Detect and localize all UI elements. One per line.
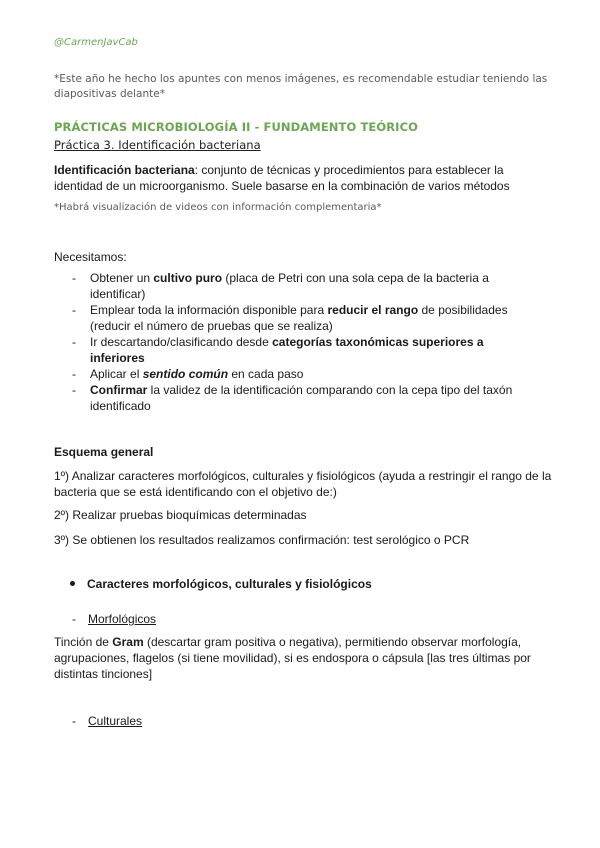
gram-text: Tinción de	[54, 635, 113, 649]
bullet-text: Caracteres morfológicos, culturales y fisiológicos	[87, 577, 372, 591]
list-item-text: Emplear toda la información disponible para	[90, 303, 328, 317]
list-item-text: la validez de la identificación comparando con la cepa tipo del taxón identificado	[90, 383, 513, 413]
list-item-text: Obtener un	[90, 271, 154, 285]
list-item-text: en cada paso	[228, 367, 304, 381]
list-item-text: Ir descartando/clasificando desde	[90, 335, 273, 349]
subheading-culturales	[72, 714, 142, 728]
bullet-icon	[70, 581, 75, 586]
list-item-text: (placa de Petri con una sola cepa de la bacteria a identificar)	[90, 271, 489, 301]
list-item	[54, 334, 524, 366]
list-item-text: de posibilidades (reducir el número de pruebas que se realiza)	[90, 303, 508, 333]
dash-marker: -	[72, 714, 76, 728]
dash-marker: -	[72, 271, 76, 285]
note-slides: *Este año he hecho los apuntes con menos imágenes, es recomendable estudiar teniendo las diapositivas delante*	[54, 73, 548, 100]
list-item-bold: Confirmar	[90, 383, 148, 397]
list-item	[54, 366, 524, 382]
subheading-morfologicos	[72, 612, 156, 626]
step-3: 3º) Se obtienen los resultados realizamos confirmación: test serológico o PCR	[54, 533, 470, 547]
gram-paragraph	[54, 634, 554, 682]
gram-term: Gram	[112, 635, 144, 649]
dash-marker: -	[72, 383, 76, 397]
intro-paragraph	[54, 162, 554, 194]
list-item	[54, 270, 524, 302]
gram-text: (descartar gram positiva o negativa), permitiendo observar morfología, agrupaciones, flagelos (si tiene movilidad), si es endospora o cápsula [las tres últimas por distintas tinciones]	[54, 635, 531, 681]
list-item	[54, 302, 524, 334]
intro-text: : conjunto de técnicas y procedimientos para establecer la identidad de un microorganismo. Suele basarse en la combinación de varios métodos	[54, 163, 510, 193]
list-item-bold: reducir el rango	[327, 303, 419, 317]
section-heading-esquema: Esquema general	[54, 445, 154, 459]
subheading-label: Morfológicos	[88, 612, 157, 626]
list-item-text: Aplicar el	[90, 367, 143, 381]
author-handle: @CarmenJavCab	[54, 37, 138, 48]
needs-heading: Necesitamos:	[54, 250, 127, 264]
list-item	[54, 382, 524, 414]
list-item-bold-italic: sentido común	[142, 367, 229, 381]
step-2: 2º) Realizar pruebas bioquímicas determinadas	[54, 508, 307, 522]
dash-marker: -	[72, 303, 76, 317]
dash-marker: -	[72, 612, 76, 626]
subheading-label: Culturales	[88, 714, 143, 728]
step-1: 1º) Analizar caracteres morfológicos, culturales y fisiológicos (ayuda a restringir el rango de la bacteria que se está identificando con el objetivo de:)	[54, 469, 552, 499]
dash-marker: -	[72, 335, 76, 349]
page-title: PRÁCTICAS MICROBIOLOGÍA II - FUNDAMENTO TEÓRICO	[54, 120, 418, 134]
list-item-bold: cultivo puro	[153, 271, 223, 285]
bullet-heading	[70, 577, 372, 591]
needs-list	[54, 270, 524, 414]
intro-term: Identificación bacteriana	[54, 163, 195, 177]
note-videos: *Habrá visualización de videos con información complementaria*	[54, 202, 382, 213]
dash-marker: -	[72, 367, 76, 381]
practice-subtitle: Práctica 3. Identificación bacteriana	[54, 138, 261, 152]
list-item-bold: categorías taxonómicas superiores a inferiores	[90, 335, 484, 365]
